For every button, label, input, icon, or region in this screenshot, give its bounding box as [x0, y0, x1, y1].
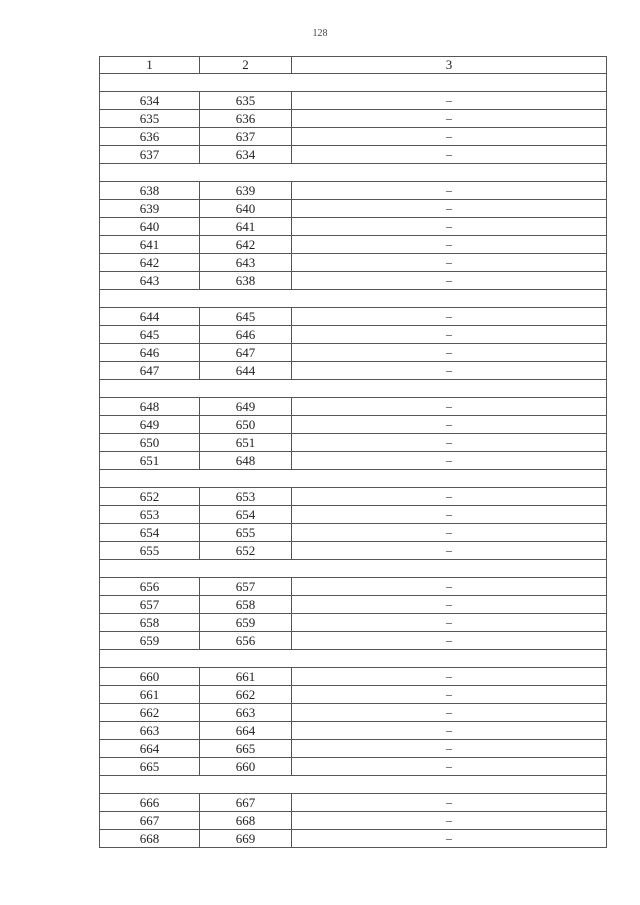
group-separator-row [100, 164, 607, 182]
table-cell-col-3: – [292, 200, 607, 218]
group-separator-row [100, 650, 607, 668]
table-row [100, 272, 607, 290]
table-row [100, 488, 607, 506]
table-cell-col-3: – [292, 542, 607, 560]
table-row [100, 344, 607, 362]
column-header-2: 2 [200, 57, 292, 74]
table-cell-col-1: 648 [100, 398, 200, 416]
table-row [100, 398, 607, 416]
table-cell-col-3: – [292, 344, 607, 362]
table-cell-col-1: 641 [100, 236, 200, 254]
table-cell-col-2: 643 [200, 254, 292, 272]
table-row [100, 236, 607, 254]
table-cell-col-2: 660 [200, 758, 292, 776]
table-cell-col-1: 653 [100, 506, 200, 524]
table-row [100, 524, 607, 542]
table-cell-col-3: – [292, 632, 607, 650]
table-row [100, 254, 607, 272]
table-cell-col-2: 639 [200, 182, 292, 200]
group-separator-row [100, 776, 607, 794]
table-body [100, 74, 607, 848]
table-row [100, 704, 607, 722]
table-row [100, 434, 607, 452]
table-cell-col-2: 646 [200, 326, 292, 344]
table-cell-col-3: – [292, 326, 607, 344]
table-cell-col-2: 654 [200, 506, 292, 524]
group-separator-cell [100, 164, 607, 182]
table-cell-col-1: 638 [100, 182, 200, 200]
table-cell-col-3: – [292, 722, 607, 740]
table-cell-col-1: 656 [100, 578, 200, 596]
table-cell-col-3: – [292, 668, 607, 686]
table-cell-col-2: 667 [200, 794, 292, 812]
table-cell-col-3: – [292, 758, 607, 776]
table-cell-col-2: 668 [200, 812, 292, 830]
table-row [100, 740, 607, 758]
table-cell-col-2: 647 [200, 344, 292, 362]
table-row [100, 830, 607, 848]
table-cell-col-2: 669 [200, 830, 292, 848]
table-row [100, 614, 607, 632]
table-cell-col-1: 642 [100, 254, 200, 272]
table-cell-col-3: – [292, 506, 607, 524]
table-row [100, 146, 607, 164]
table-cell-col-3: – [292, 596, 607, 614]
table-cell-col-1: 657 [100, 596, 200, 614]
table-cell-col-1: 654 [100, 524, 200, 542]
table-cell-col-2: 635 [200, 92, 292, 110]
table-row [100, 596, 607, 614]
table-row [100, 578, 607, 596]
table-cell-col-2: 637 [200, 128, 292, 146]
table-cell-col-3: – [292, 254, 607, 272]
table-cell-col-1: 650 [100, 434, 200, 452]
table-cell-col-3: – [292, 578, 607, 596]
table-cell-col-2: 648 [200, 452, 292, 470]
table-cell-col-1: 668 [100, 830, 200, 848]
table-cell-col-3: – [292, 614, 607, 632]
table-cell-col-1: 636 [100, 128, 200, 146]
column-header-3: 3 [292, 57, 607, 74]
table-row [100, 362, 607, 380]
group-separator-cell [100, 380, 607, 398]
table-row [100, 218, 607, 236]
table-cell-col-1: 640 [100, 218, 200, 236]
table-cell-col-2: 640 [200, 200, 292, 218]
table-row [100, 110, 607, 128]
table-cell-col-3: – [292, 92, 607, 110]
data-table [99, 56, 607, 848]
group-separator-row [100, 380, 607, 398]
table-cell-col-3: – [292, 272, 607, 290]
table-cell-col-1: 665 [100, 758, 200, 776]
table-cell-col-2: 644 [200, 362, 292, 380]
table-cell-col-3: – [292, 362, 607, 380]
table-row [100, 668, 607, 686]
table-row [100, 812, 607, 830]
table-cell-col-2: 665 [200, 740, 292, 758]
table-row [100, 632, 607, 650]
table-cell-col-2: 653 [200, 488, 292, 506]
table-row [100, 452, 607, 470]
table-cell-col-2: 650 [200, 416, 292, 434]
table-cell-col-1: 652 [100, 488, 200, 506]
table-cell-col-3: – [292, 812, 607, 830]
table-cell-col-3: – [292, 830, 607, 848]
table-cell-col-3: – [292, 110, 607, 128]
table-cell-col-2: 645 [200, 308, 292, 326]
table-cell-col-2: 652 [200, 542, 292, 560]
table-cell-col-3: – [292, 236, 607, 254]
table-cell-col-2: 642 [200, 236, 292, 254]
table-row [100, 794, 607, 812]
table-row [100, 506, 607, 524]
table-cell-col-2: 657 [200, 578, 292, 596]
table-cell-col-3: – [292, 434, 607, 452]
table-cell-col-3: – [292, 488, 607, 506]
table-cell-col-3: – [292, 398, 607, 416]
table-cell-col-2: 655 [200, 524, 292, 542]
table-cell-col-2: 638 [200, 272, 292, 290]
group-separator-cell [100, 290, 607, 308]
table-cell-col-1: 651 [100, 452, 200, 470]
table-cell-col-2: 659 [200, 614, 292, 632]
table-cell-col-3: – [292, 308, 607, 326]
group-separator-row [100, 470, 607, 488]
table-row [100, 416, 607, 434]
table-cell-col-3: – [292, 416, 607, 434]
table-row [100, 542, 607, 560]
table-cell-col-2: 649 [200, 398, 292, 416]
group-separator-row [100, 560, 607, 578]
table-cell-col-3: – [292, 794, 607, 812]
column-header-1: 1 [100, 57, 200, 74]
table-cell-col-2: 664 [200, 722, 292, 740]
table-cell-col-1: 660 [100, 668, 200, 686]
table-cell-col-1: 646 [100, 344, 200, 362]
table-row [100, 128, 607, 146]
table-cell-col-2: 658 [200, 596, 292, 614]
table-cell-col-1: 644 [100, 308, 200, 326]
table-cell-col-2: 636 [200, 110, 292, 128]
table-row [100, 758, 607, 776]
group-separator-cell [100, 74, 607, 92]
table-cell-col-1: 649 [100, 416, 200, 434]
table-cell-col-2: 661 [200, 668, 292, 686]
table-cell-col-3: – [292, 128, 607, 146]
table-cell-col-3: – [292, 686, 607, 704]
table-cell-col-3: – [292, 704, 607, 722]
table-cell-col-3: – [292, 146, 607, 164]
group-separator-cell [100, 650, 607, 668]
table-cell-col-1: 663 [100, 722, 200, 740]
table-cell-col-1: 634 [100, 92, 200, 110]
table-cell-col-1: 666 [100, 794, 200, 812]
header-row [100, 57, 607, 74]
group-separator-cell [100, 560, 607, 578]
group-separator-row [100, 290, 607, 308]
table-cell-col-1: 658 [100, 614, 200, 632]
table-cell-col-1: 667 [100, 812, 200, 830]
table-row [100, 200, 607, 218]
table-row [100, 326, 607, 344]
table-row [100, 308, 607, 326]
table-cell-col-1: 643 [100, 272, 200, 290]
table-row [100, 92, 607, 110]
table-cell-col-1: 639 [100, 200, 200, 218]
page-number: 128 [312, 28, 328, 39]
table-cell-col-1: 647 [100, 362, 200, 380]
table-cell-col-1: 637 [100, 146, 200, 164]
table-cell-col-3: – [292, 452, 607, 470]
table-cell-col-2: 651 [200, 434, 292, 452]
table-cell-col-2: 662 [200, 686, 292, 704]
group-separator-row [100, 74, 607, 92]
table-cell-col-2: 634 [200, 146, 292, 164]
table-cell-col-2: 663 [200, 704, 292, 722]
table-cell-col-1: 655 [100, 542, 200, 560]
table-cell-col-1: 661 [100, 686, 200, 704]
group-separator-cell [100, 776, 607, 794]
group-separator-cell [100, 470, 607, 488]
table-cell-col-3: – [292, 740, 607, 758]
table-cell-col-2: 641 [200, 218, 292, 236]
table-row [100, 686, 607, 704]
table-cell-col-3: – [292, 218, 607, 236]
table-cell-col-3: – [292, 182, 607, 200]
table-cell-col-3: – [292, 524, 607, 542]
table-cell-col-2: 656 [200, 632, 292, 650]
table-row [100, 722, 607, 740]
table-cell-col-1: 635 [100, 110, 200, 128]
table-cell-col-1: 664 [100, 740, 200, 758]
table-cell-col-1: 662 [100, 704, 200, 722]
table-row [100, 182, 607, 200]
table-cell-col-1: 659 [100, 632, 200, 650]
table-cell-col-1: 645 [100, 326, 200, 344]
